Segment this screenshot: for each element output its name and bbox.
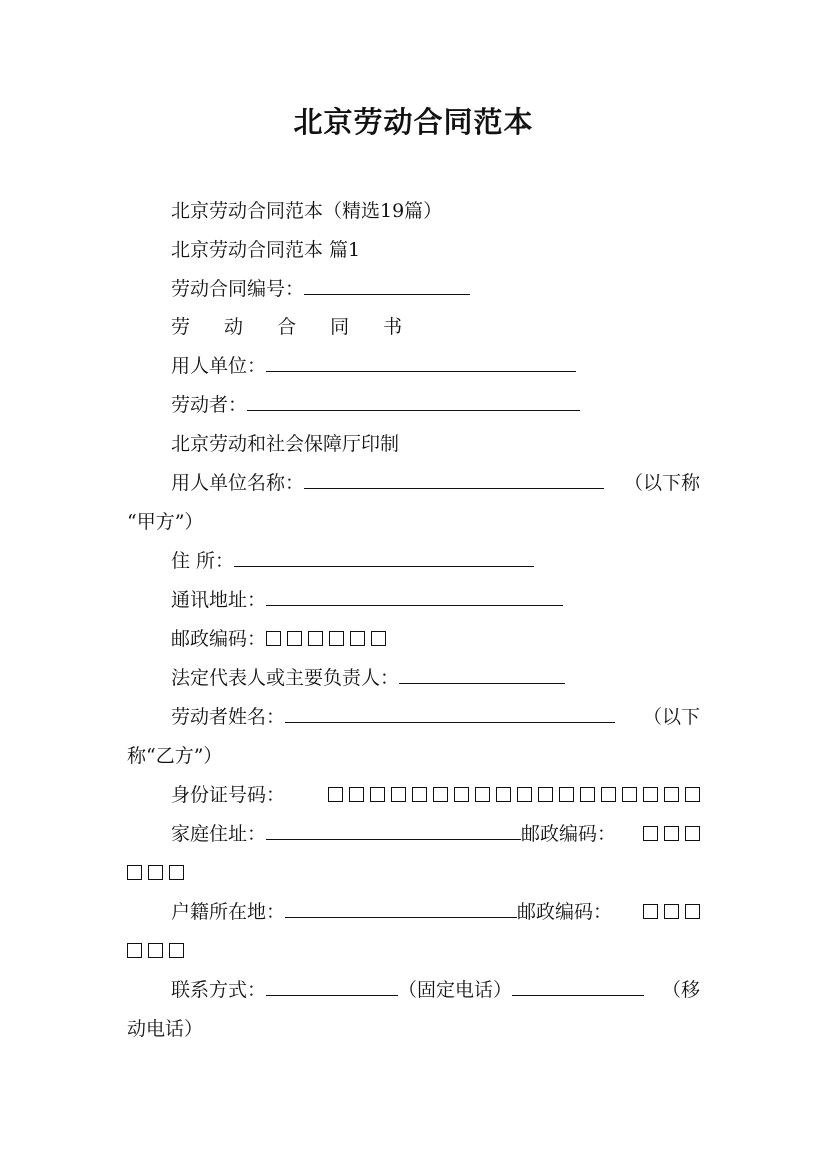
mail-address-row — [171, 587, 563, 613]
postcode-boxes[interactable] — [266, 626, 386, 652]
legal-rep-label: 法定代表人或主要负责人： — [171, 667, 400, 689]
mobile-label: （移 — [661, 979, 700, 1001]
mobile-field[interactable] — [512, 977, 644, 996]
home-postcode-boxes-b[interactable] — [127, 860, 184, 886]
mobile-label-cont: 动电话） — [127, 1018, 204, 1040]
document-title: 北京劳动合同范本 — [293, 105, 534, 139]
employer-name-row — [171, 470, 700, 496]
home-postcode-boxes-a[interactable] — [643, 821, 700, 847]
contract-heading: 劳 动 合 同 书 — [171, 316, 417, 338]
legal-rep-field[interactable] — [399, 665, 565, 684]
home-postcode-label: 邮政编码： — [521, 823, 617, 845]
mail-address-label: 通讯地址： — [171, 589, 267, 611]
hukou-row — [171, 899, 700, 925]
home-label: 家庭住址： — [171, 823, 267, 845]
section-heading: 北京劳动合同范本 篇1 — [171, 239, 361, 261]
address-row — [171, 548, 534, 574]
contract-no-label: 劳动合同编号： — [171, 278, 305, 300]
hukou-label: 户籍所在地： — [171, 901, 286, 923]
employer-name-suffix: （以下称 — [623, 472, 700, 494]
landline-label: （固定电话） — [398, 979, 513, 1001]
subtitle: 北京劳动合同范本（精选19篇） — [171, 200, 443, 222]
home-field[interactable] — [266, 821, 521, 840]
legal-rep-row — [171, 665, 565, 691]
address-label: 住 所： — [171, 550, 235, 572]
employer-field[interactable] — [266, 353, 576, 372]
worker-field[interactable] — [247, 392, 580, 411]
address-field[interactable] — [234, 548, 534, 567]
id-label: 身份证号码： — [171, 784, 286, 806]
employer-name-field[interactable] — [304, 470, 604, 489]
hukou-field[interactable] — [285, 899, 517, 918]
employer-name-suffix-cont: “甲方”） — [127, 511, 204, 533]
landline-field[interactable] — [266, 977, 398, 996]
worker-name-suffix-cont: 称“乙方”） — [127, 745, 223, 767]
worker-name-label: 劳动者姓名： — [171, 706, 286, 728]
contact-label: 联系方式： — [171, 979, 267, 1001]
worker-name-row — [171, 704, 700, 730]
postcode-label: 邮政编码： — [171, 628, 267, 650]
mail-address-field[interactable] — [266, 587, 563, 606]
hukou-postcode-label: 邮政编码： — [517, 901, 613, 923]
contract-no-field[interactable] — [304, 276, 470, 295]
employer-row — [171, 353, 576, 379]
printed-by: 北京劳动和社会保障厅印制 — [171, 433, 400, 455]
hukou-postcode-boxes-a[interactable] — [643, 899, 700, 925]
home-row — [171, 821, 700, 847]
contract-no-row — [171, 276, 470, 302]
worker-name-field[interactable] — [285, 704, 615, 723]
worker-row — [171, 392, 580, 418]
employer-name-label: 用人单位名称： — [171, 472, 305, 494]
worker-name-suffix: （以下 — [642, 706, 700, 728]
contact-row — [171, 977, 700, 1003]
id-row — [171, 782, 700, 808]
hukou-postcode-boxes-b[interactable] — [127, 938, 184, 964]
worker-label: 劳动者： — [171, 394, 248, 416]
id-boxes[interactable] — [328, 782, 700, 808]
postcode-row — [171, 626, 386, 652]
employer-label: 用人单位： — [171, 355, 267, 377]
